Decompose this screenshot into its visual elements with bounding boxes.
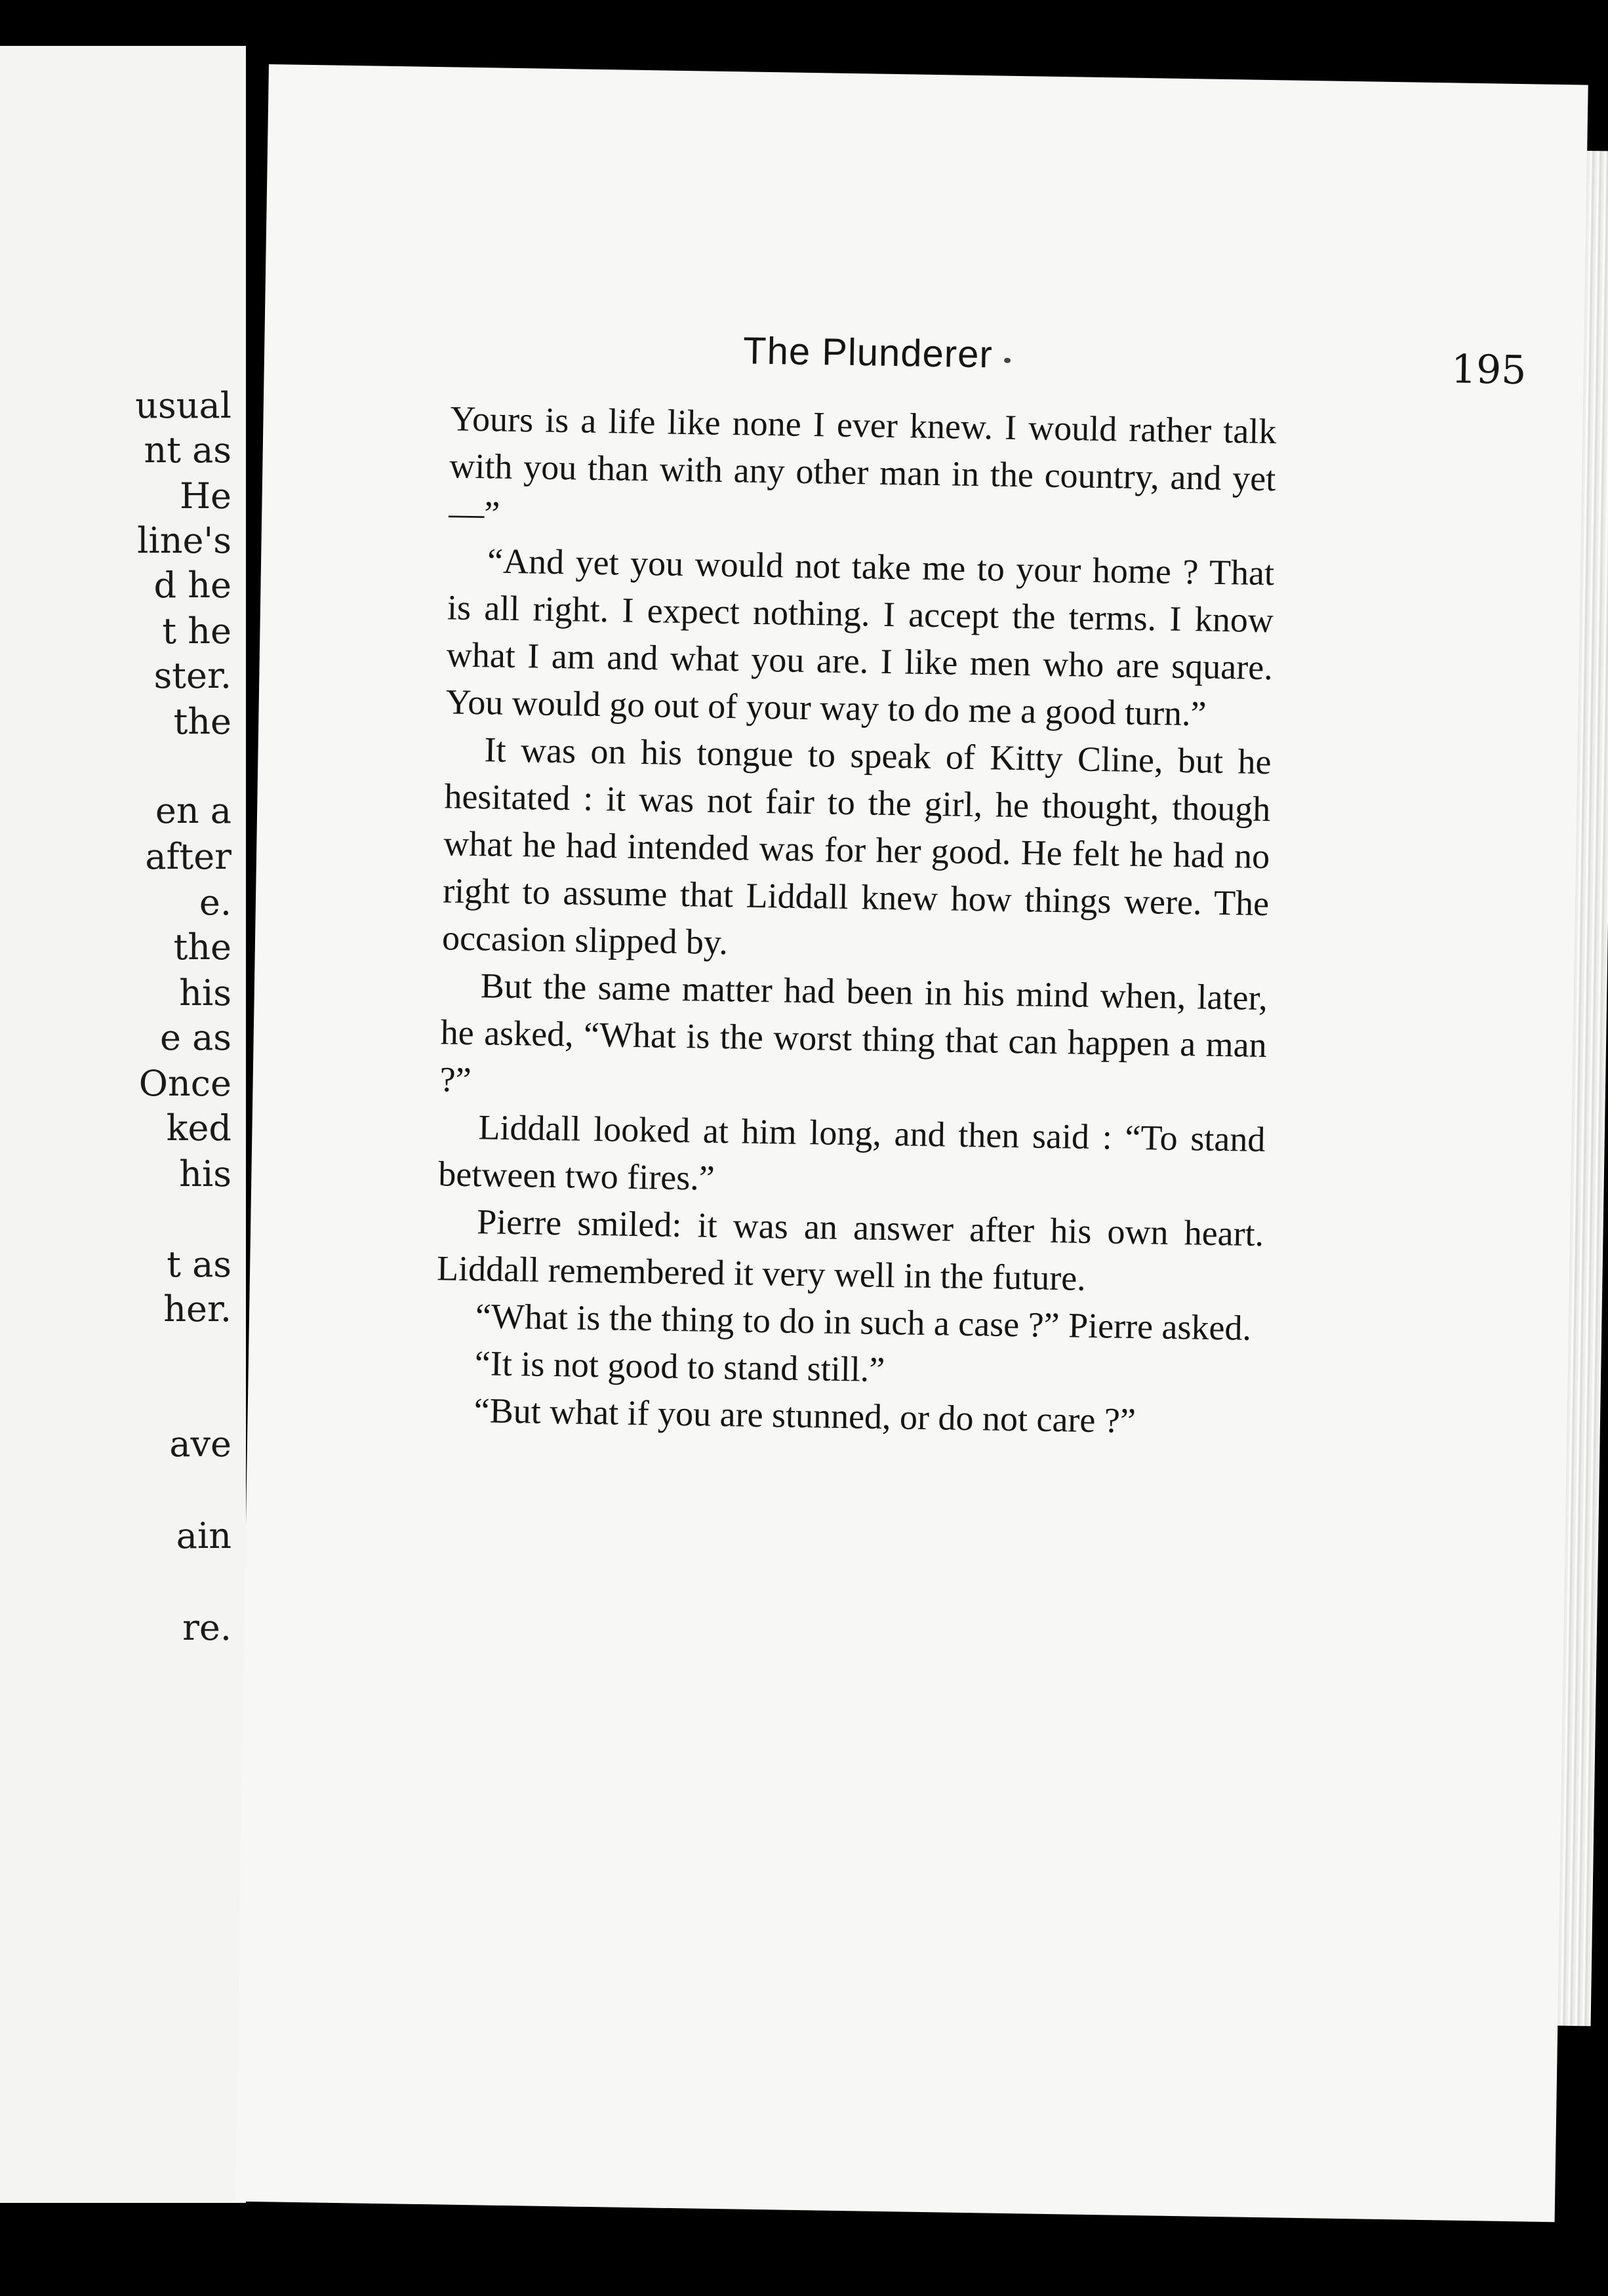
previous-page-line: the xyxy=(173,926,231,968)
body-paragraph: “What is the thing to do in such a case ?” Pierre asked. xyxy=(475,1296,1252,1348)
previous-page-line: ain xyxy=(176,1515,231,1556)
body-paragraph: “But what if you are stunned, or do not care ?” xyxy=(473,1391,1136,1441)
current-page xyxy=(235,64,1588,2222)
page-number: 195 xyxy=(1451,346,1527,394)
previous-page-line: He xyxy=(179,475,231,517)
previous-page xyxy=(0,46,246,2203)
body-paragraph: “And yet you would not take me to your home ? That is all right. I expect nothing. I accept the terms. I know what I am and what you are. I like men who are square. You would go out of your way to do me a good turn.” xyxy=(445,541,1275,734)
body-paragraph: Liddall looked at him long, and then said : “To stand between two fires.” xyxy=(437,1107,1266,1198)
page-header xyxy=(742,328,1530,393)
body-paragraph: But the same matter had been in his mind when, later, he asked, “What is the worst thing that can happen a man ?” xyxy=(439,966,1268,1100)
previous-page-line: line's xyxy=(137,520,231,561)
previous-page-line: usual xyxy=(135,385,231,426)
previous-page-line: t he xyxy=(162,610,231,652)
previous-page-line: e. xyxy=(199,882,231,923)
previous-page-line: t as xyxy=(167,1244,231,1285)
body-paragraph: Pierre smiled: it was an answer after his own heart. Liddall remembered it very well in the future. xyxy=(436,1202,1264,1298)
previous-page-line: e as xyxy=(159,1017,231,1058)
previous-page-line: his xyxy=(179,972,231,1014)
previous-page-line: ster. xyxy=(153,655,231,696)
previous-page-line: ked xyxy=(166,1107,231,1149)
previous-page-line: his xyxy=(179,1153,231,1195)
previous-page-line: nt as xyxy=(144,429,231,471)
previous-page-line: after xyxy=(145,836,231,877)
body-paragraph: Yours is a life like none I ever knew. I would rather talk with you than with any other man in the country, and yet —” xyxy=(448,399,1277,534)
previous-page-line: en a xyxy=(155,790,231,831)
page-body xyxy=(434,395,1277,1446)
previous-page-line: her. xyxy=(163,1288,231,1330)
previous-page-line: the xyxy=(173,701,231,742)
previous-page-line: Once xyxy=(138,1063,231,1104)
running-title: The Plunderer xyxy=(742,329,994,376)
previous-page-line: ave xyxy=(169,1423,231,1465)
previous-page-line: re. xyxy=(182,1607,231,1648)
body-paragraph: “It is not good to stand still.” xyxy=(474,1343,885,1389)
previous-page-line: d he xyxy=(153,564,231,606)
body-paragraph: It was on his tongue to speak of Kitty Cline, but he hesitated : it was not fair to the girl, he thought, though what he had intended was for her good. He felt he had no right to assume that Liddall knew how things were. The occasion slipped by. xyxy=(441,730,1272,962)
